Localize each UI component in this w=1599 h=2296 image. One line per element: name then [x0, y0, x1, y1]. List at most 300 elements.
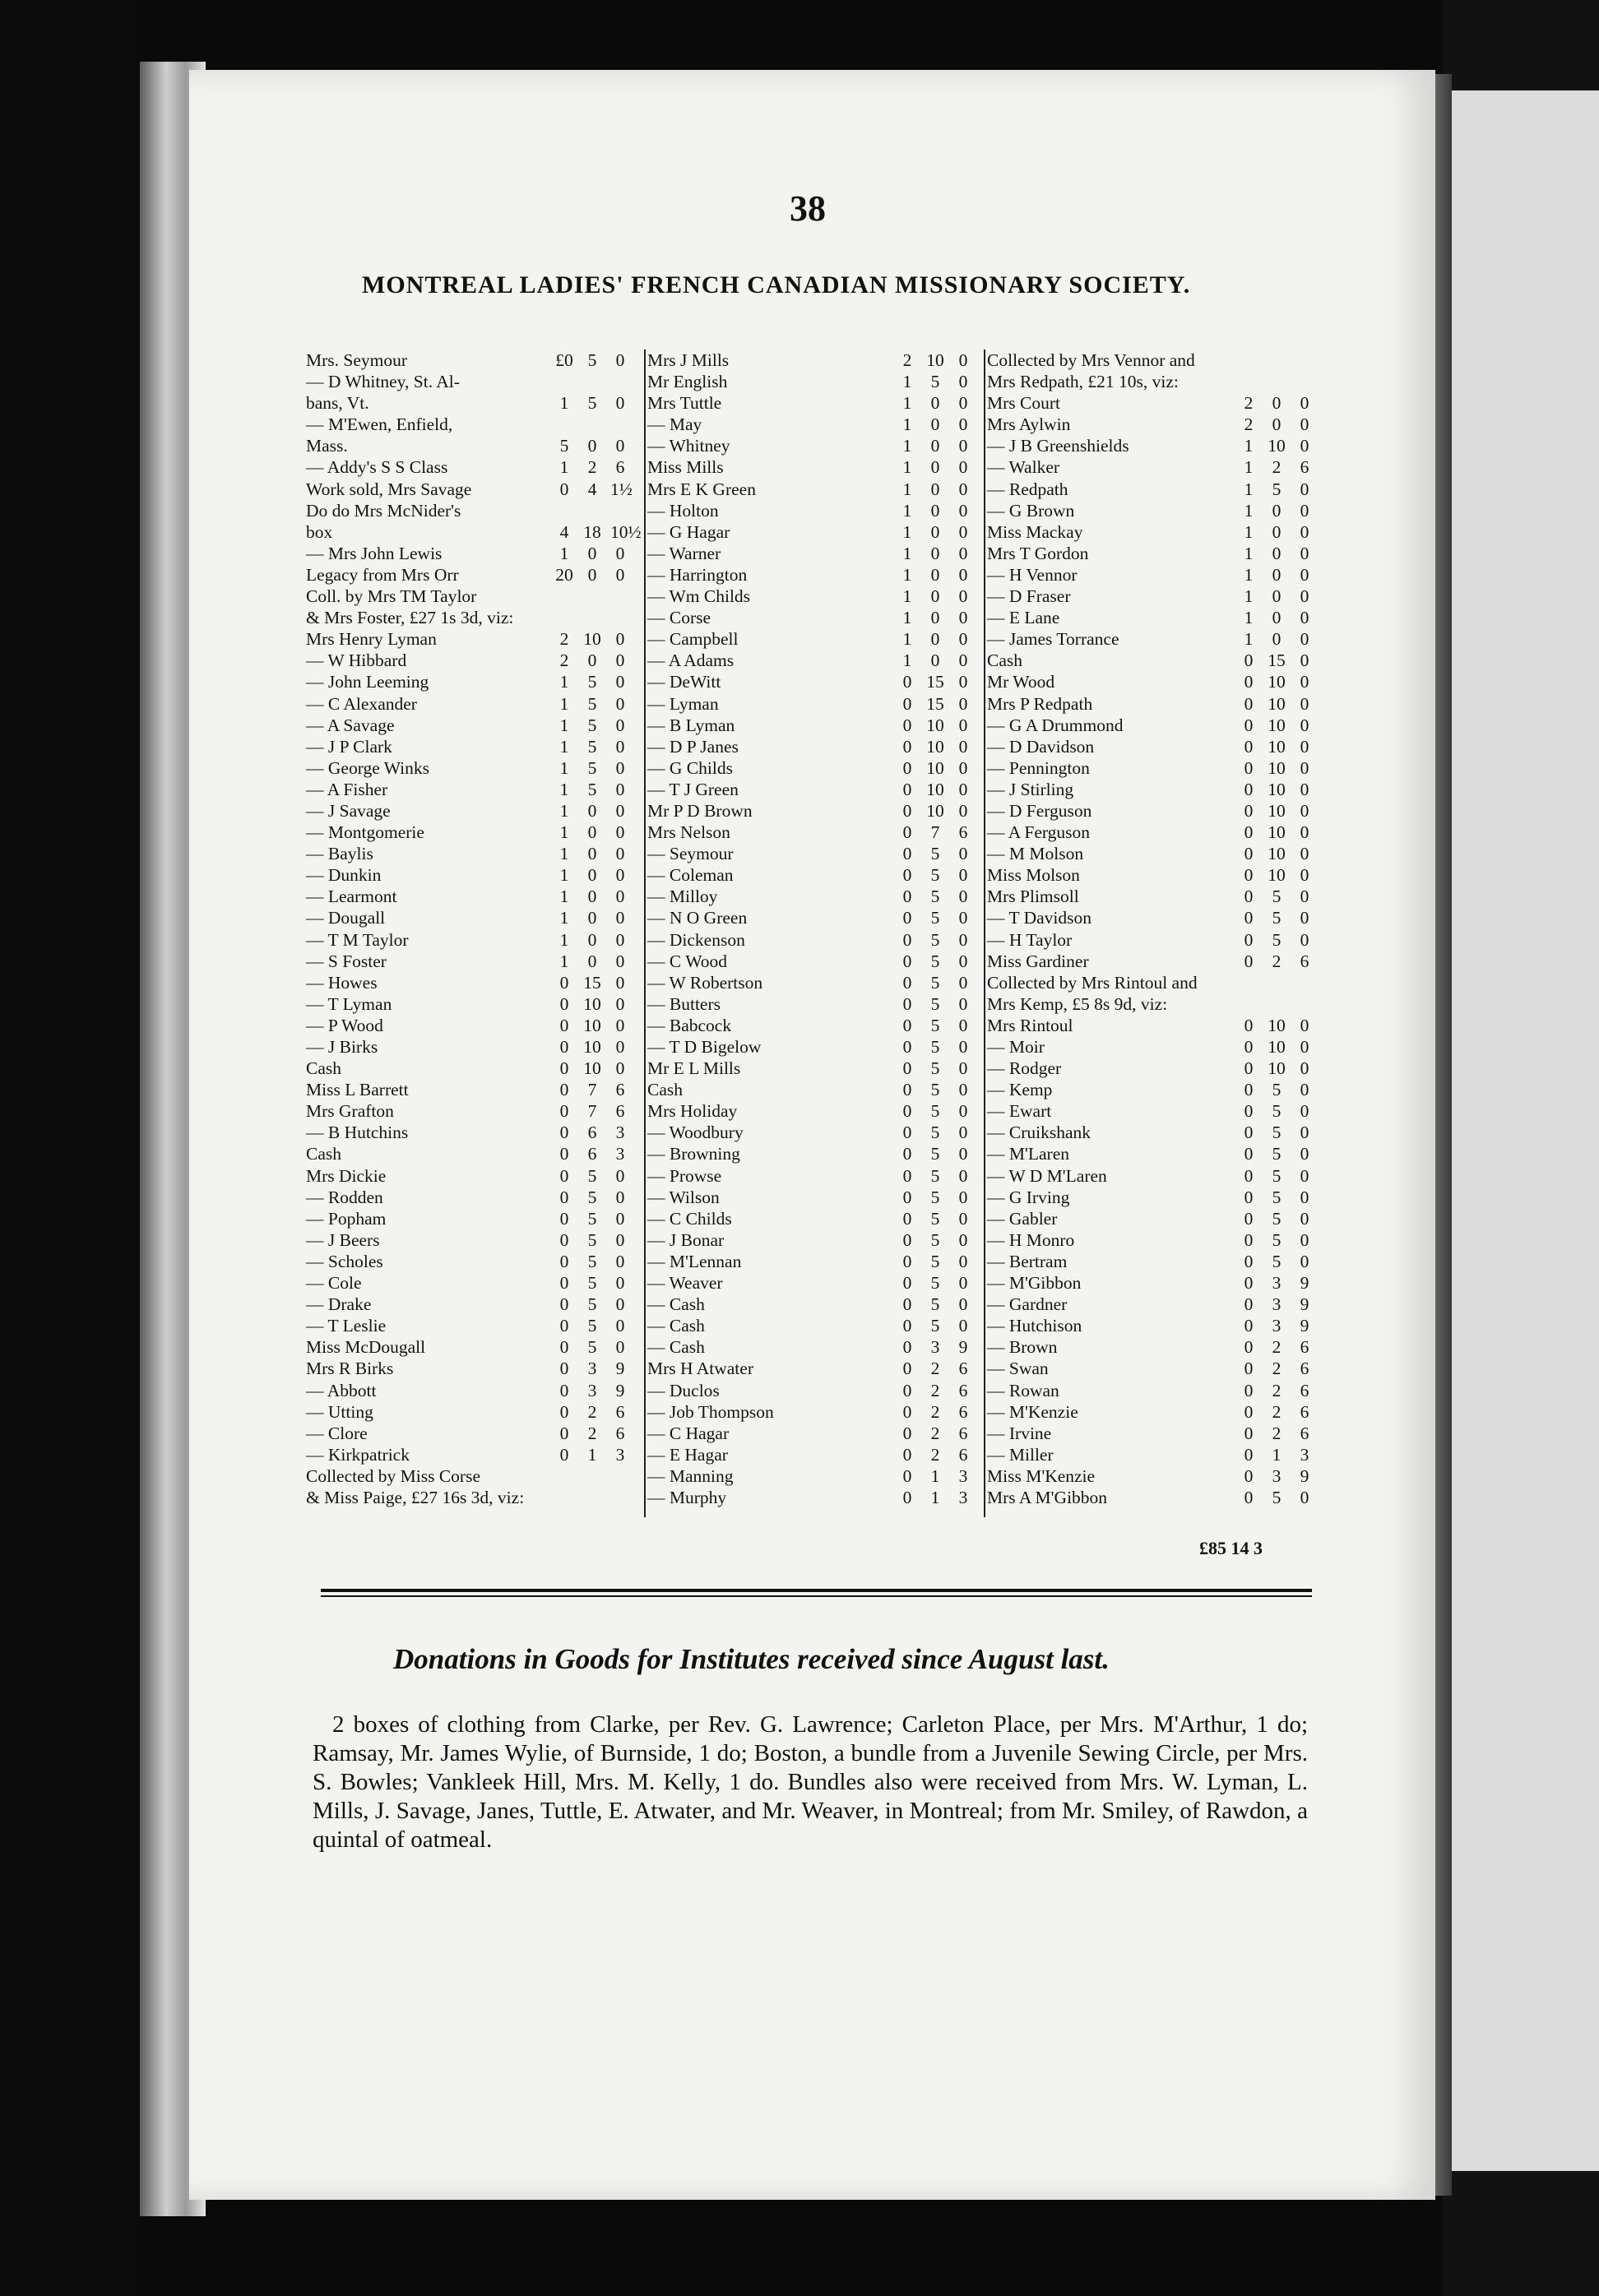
entry-shillings: 10 — [1268, 779, 1286, 799]
entry-pence: 0 — [615, 1165, 625, 1186]
entry-name: — Prowse — [647, 1165, 722, 1186]
entry-name: — D Ferguson — [987, 800, 1092, 821]
entry-name: Miss Gardiner — [987, 951, 1089, 971]
subscription-row — [647, 757, 983, 779]
entry-pence: 0 — [615, 1187, 625, 1207]
subscription-row — [647, 1465, 983, 1487]
entry-shillings: 0 — [930, 650, 940, 671]
entry-name: — Warner — [647, 543, 721, 563]
entry-pounds: 0 — [1244, 1316, 1254, 1336]
entry-pounds: 0 — [559, 1187, 569, 1207]
subscription-row — [306, 650, 640, 671]
entry-name: — Kirkpatrick — [306, 1444, 410, 1465]
entry-pence: 0 — [958, 1273, 968, 1294]
subscription-row — [647, 1208, 983, 1229]
entry-name: — Bertram — [987, 1251, 1068, 1271]
entry-name: Mrs Grafton — [306, 1101, 394, 1122]
entry-pounds: 2 — [1244, 414, 1254, 435]
entry-pence: 0 — [958, 693, 968, 714]
subscription-row — [987, 1015, 1324, 1036]
entry-shillings: 5 — [930, 1251, 940, 1271]
entry-pounds: 0 — [1244, 1123, 1254, 1143]
entry-pence: 0 — [615, 1316, 625, 1336]
entry-pence: 0 — [615, 951, 625, 971]
entry-shillings: 5 — [930, 844, 940, 864]
entry-pence: 0 — [1300, 479, 1309, 499]
entry-shillings: 0 — [587, 929, 597, 950]
entry-name: Legacy from Mrs Orr — [306, 564, 459, 585]
subscription-row — [647, 1229, 983, 1251]
entry-name: — T M Taylor — [306, 929, 409, 950]
entry-pence: 6 — [958, 1444, 968, 1465]
entry-shillings: 0 — [930, 521, 940, 542]
entry-name: — W Robertson — [647, 972, 763, 993]
entry-name: — Walker — [987, 457, 1060, 478]
entry-name: — J Stirling — [987, 779, 1074, 799]
entry-shillings: 0 — [930, 543, 940, 563]
entry-pence: 0 — [958, 564, 968, 585]
subscription-row — [647, 929, 983, 951]
subscription-row — [987, 392, 1324, 414]
entry-name: Miss Mackay — [987, 521, 1083, 542]
subscription-row — [647, 435, 983, 456]
entry-name: — H Monro — [987, 1229, 1075, 1250]
entry-pounds: 0 — [902, 886, 912, 907]
entry-shillings: 5 — [1272, 479, 1282, 499]
entry-name: — D Davidson — [987, 736, 1095, 757]
subscription-row — [987, 1251, 1324, 1272]
entry-name: — Gardner — [987, 1294, 1068, 1315]
entry-pence: 6 — [615, 457, 625, 478]
subscription-row — [987, 1423, 1324, 1444]
entry-pounds: 1 — [1244, 436, 1254, 456]
entry-shillings: 0 — [930, 414, 940, 435]
entry-shillings: 5 — [587, 1316, 597, 1336]
entry-pounds: 0 — [1244, 1208, 1254, 1229]
entry-pounds: 0 — [1244, 757, 1254, 778]
entry-pounds: 0 — [559, 972, 569, 993]
subscription-row — [306, 993, 640, 1015]
total-amount: £85 14 3 — [1199, 1538, 1263, 1558]
entry-pence: 6 — [1300, 1337, 1309, 1358]
entry-pence: 6 — [958, 1380, 968, 1400]
entry-pounds: 1 — [559, 736, 569, 757]
subscription-row — [987, 1294, 1324, 1315]
subscription-row — [987, 1229, 1324, 1251]
entry-pence: 0 — [1300, 672, 1309, 692]
entry-shillings: 5 — [1272, 1208, 1282, 1229]
entry-pence: 0 — [615, 1294, 625, 1315]
entry-shillings: 5 — [930, 1208, 940, 1229]
entry-pounds: 0 — [902, 1465, 912, 1486]
subscription-row — [987, 693, 1324, 715]
entry-pounds: 0 — [1244, 1465, 1254, 1486]
entry-shillings: 2 — [930, 1423, 940, 1443]
entry-name: — Drake — [306, 1294, 372, 1315]
entry-shillings: 2 — [930, 1444, 940, 1465]
entry-pounds: 0 — [559, 1229, 569, 1250]
entry-name: — M Molson — [987, 844, 1084, 864]
entry-pounds: 0 — [902, 929, 912, 950]
entry-shillings: 5 — [930, 1037, 940, 1057]
subscription-row — [306, 736, 640, 757]
subscription-row — [306, 1058, 640, 1079]
subscription-row — [647, 736, 983, 757]
subscription-row — [987, 414, 1324, 435]
subscription-row — [647, 1444, 983, 1465]
entry-pounds: 0 — [902, 1080, 912, 1100]
subscription-row — [306, 822, 640, 843]
entry-pounds: 1 — [559, 908, 569, 928]
entry-name: — Cruikshank — [987, 1123, 1091, 1143]
entry-pounds: 0 — [559, 1273, 569, 1294]
entry-shillings: 10 — [926, 715, 944, 735]
subscription-row — [647, 993, 983, 1015]
entry-pounds: 1 — [559, 779, 569, 799]
entry-name: Mrs Holiday — [647, 1101, 738, 1122]
entry-shillings: 2 — [1272, 951, 1282, 971]
entry-shillings: 5 — [930, 372, 940, 392]
subscription-row — [647, 1079, 983, 1100]
entry-pence: 0 — [615, 1015, 625, 1035]
subscription-row — [987, 1143, 1324, 1164]
subscription-row — [987, 736, 1324, 757]
subscription-row — [987, 1165, 1324, 1187]
entry-pence: 0 — [615, 1208, 625, 1229]
entry-pounds: 0 — [559, 993, 569, 1014]
entry-shillings: 5 — [587, 779, 597, 799]
entry-pence: 0 — [615, 650, 625, 671]
entry-name: — Coleman — [647, 865, 734, 886]
subscription-row — [987, 521, 1324, 543]
entry-pence: 0 — [958, 1229, 968, 1250]
entry-name: — Abbott — [306, 1380, 377, 1400]
subscription-row — [987, 843, 1324, 864]
entry-name: — T Davidson — [987, 908, 1092, 928]
entry-shillings: 5 — [587, 736, 597, 757]
entry-pounds: 0 — [1244, 865, 1254, 886]
entry-shillings: 0 — [587, 908, 597, 928]
entry-pence: 0 — [1300, 1187, 1309, 1207]
entry-pence: 0 — [1300, 629, 1309, 650]
entry-name: Mrs Henry Lyman — [306, 629, 437, 650]
entry-name: — D Fraser — [987, 586, 1071, 607]
entry-name: Mrs Rintoul — [987, 1015, 1073, 1035]
entry-pence: 0 — [1300, 757, 1309, 778]
entry-pounds: 1 — [902, 586, 912, 607]
entry-pence: 3 — [1300, 1444, 1309, 1465]
entry-name: Mrs Aylwin — [987, 414, 1071, 435]
subscription-row — [306, 864, 640, 886]
entry-shillings: 5 — [1272, 908, 1282, 928]
entry-pounds: 0 — [1244, 908, 1254, 928]
entry-name: Mrs H Atwater — [647, 1359, 753, 1379]
entry-pence: 0 — [958, 715, 968, 735]
entry-pounds: 0 — [1244, 1165, 1254, 1186]
entry-pence: 0 — [615, 350, 625, 370]
entry-name: Mrs Nelson — [647, 822, 730, 843]
entry-shillings: 0 — [587, 886, 597, 907]
entry-pence: 0 — [1300, 844, 1309, 864]
entry-name: — Scholes — [306, 1251, 383, 1271]
subscription-row — [306, 1165, 640, 1187]
subscription-row — [306, 1358, 640, 1379]
entry-name: — D P Janes — [647, 736, 739, 757]
entry-pence: 6 — [1300, 1359, 1309, 1379]
entry-name: Mass. — [306, 436, 348, 456]
entry-pence: 0 — [615, 1037, 625, 1057]
entry-shillings: 5 — [1272, 1144, 1282, 1164]
entry-name: Cash — [647, 1080, 683, 1100]
entry-shillings: 3 — [1272, 1273, 1282, 1294]
entry-name: — Rodden — [306, 1187, 383, 1207]
subscription-row — [647, 1187, 983, 1208]
entry-pounds: 0 — [559, 1401, 569, 1422]
entry-pounds: 0 — [902, 715, 912, 735]
subscription-row — [306, 1336, 640, 1358]
entry-shillings: 10 — [1268, 822, 1286, 843]
entry-name: Collected by Mrs Vennor and — [987, 350, 1195, 370]
entry-name: Mrs Dickie — [306, 1165, 387, 1186]
entry-name: — A Adams — [647, 650, 735, 671]
entry-pounds: 1 — [559, 800, 569, 821]
subscription-row — [306, 586, 640, 607]
entry-shillings: 0 — [930, 629, 940, 650]
entry-shillings: 0 — [587, 564, 597, 585]
entry-pounds: 1 — [559, 757, 569, 778]
entry-pounds: 0 — [559, 1444, 569, 1465]
subscription-row — [306, 1401, 640, 1423]
entry-shillings: 7 — [587, 1080, 597, 1100]
entry-pounds: 0 — [559, 479, 569, 499]
entry-shillings: 5 — [930, 886, 940, 907]
entry-shillings: 10 — [583, 993, 601, 1014]
entry-name: — Ewart — [987, 1101, 1052, 1122]
subscription-row — [647, 951, 983, 972]
entry-pence: 9 — [1300, 1465, 1309, 1486]
subscription-row — [306, 1487, 640, 1508]
donations-paragraph — [313, 1710, 1308, 1854]
entry-pounds: 1 — [902, 372, 912, 392]
subscription-row — [987, 907, 1324, 928]
entry-pounds: 1 — [902, 543, 912, 563]
subscription-row — [647, 1251, 983, 1272]
entry-name: Cash — [987, 650, 1022, 671]
entry-pounds: 1 — [902, 521, 912, 542]
entry-pence: 6 — [958, 1359, 968, 1379]
entry-shillings: 10 — [1268, 865, 1286, 886]
entry-pence: 6 — [615, 1401, 625, 1422]
entry-pounds: 0 — [902, 1380, 912, 1400]
entry-name: — Montgomerie — [306, 822, 424, 843]
entry-shillings: 0 — [587, 650, 597, 671]
entry-pence: 0 — [615, 865, 625, 886]
entry-pence: 0 — [1300, 908, 1309, 928]
entry-pence: 0 — [958, 414, 968, 435]
subscription-row — [987, 1380, 1324, 1401]
entry-pence: 3 — [615, 1123, 625, 1143]
entry-pounds: 0 — [902, 951, 912, 971]
entry-name: Cash — [306, 1144, 341, 1164]
entry-shillings: 5 — [930, 1015, 940, 1035]
entry-pounds: 0 — [902, 1123, 912, 1143]
scan-background-left — [0, 0, 140, 2296]
entry-pence: 0 — [958, 1101, 968, 1122]
entry-pounds: 0 — [1244, 1380, 1254, 1400]
entry-pounds: 0 — [559, 1337, 569, 1358]
entry-name: — Pennington — [987, 757, 1090, 778]
entry-pounds: 1 — [559, 822, 569, 843]
subscription-row — [987, 479, 1324, 500]
entry-pounds: 0 — [902, 1401, 912, 1422]
entry-name: Cash — [306, 1058, 341, 1079]
entry-name: — DeWitt — [647, 672, 721, 692]
entry-pence: 0 — [958, 993, 968, 1014]
subscription-row — [306, 1122, 640, 1143]
subscription-row — [306, 456, 640, 478]
entry-name: — M'Ewen, Enfield, — [306, 414, 453, 435]
entry-pence: 0 — [1300, 1144, 1309, 1164]
entry-pence: 6 — [615, 1101, 625, 1122]
subscription-row — [306, 929, 640, 951]
subscription-row — [306, 628, 640, 650]
subscription-row — [306, 1465, 640, 1487]
entry-pounds: 0 — [902, 1208, 912, 1229]
entry-pounds: 1 — [559, 543, 569, 563]
entry-pence: 0 — [615, 393, 625, 414]
subscription-row — [306, 1294, 640, 1315]
entry-pence: 0 — [615, 993, 625, 1014]
entry-shillings: 5 — [1272, 1251, 1282, 1271]
entry-pounds: 0 — [1244, 1359, 1254, 1379]
entry-pence: 0 — [615, 800, 625, 821]
subscription-row — [306, 1143, 640, 1164]
entry-name: — M'Lennan — [647, 1251, 742, 1271]
entry-shillings: 5 — [1272, 1229, 1282, 1250]
entry-pence: 0 — [1300, 886, 1309, 907]
entry-shillings: 15 — [926, 693, 944, 714]
entry-pounds: 0 — [902, 757, 912, 778]
entry-pence: 0 — [958, 1294, 968, 1315]
entry-pounds: 1 — [559, 929, 569, 950]
entry-name: Mrs R Birks — [306, 1359, 394, 1379]
entry-name: — Butters — [647, 993, 721, 1014]
entry-pounds: 0 — [902, 844, 912, 864]
entry-shillings: 1 — [930, 1465, 940, 1486]
entry-name: — A Savage — [306, 715, 395, 735]
entry-name: Mr Wood — [987, 672, 1055, 692]
entry-pence: 0 — [1300, 414, 1309, 435]
entry-shillings: 5 — [930, 865, 940, 886]
entry-shillings: 3 — [1272, 1316, 1282, 1336]
entry-shillings: 0 — [930, 479, 940, 499]
subscription-row — [306, 757, 640, 779]
entry-pence: 0 — [1300, 1165, 1309, 1186]
entry-name: — Clore — [306, 1423, 368, 1443]
entry-shillings: 10 — [1268, 757, 1286, 778]
entry-pence: 0 — [1300, 436, 1309, 456]
entry-name: — Popham — [306, 1208, 387, 1229]
entry-name: — Redpath — [987, 479, 1068, 499]
entry-name: — S Foster — [306, 951, 387, 971]
subscription-row — [987, 993, 1324, 1015]
subscription-row — [647, 822, 983, 843]
entry-pence: 0 — [1300, 1123, 1309, 1143]
entry-name: — Corse — [647, 608, 711, 628]
entry-pounds: 0 — [559, 1037, 569, 1057]
entry-pence: 0 — [615, 822, 625, 843]
subscription-row — [987, 628, 1324, 650]
entry-pounds: 0 — [902, 1187, 912, 1207]
entry-shillings: 0 — [1272, 586, 1282, 607]
entry-name: — C Hagar — [647, 1423, 730, 1443]
entry-shillings: 5 — [930, 908, 940, 928]
subscription-row — [987, 779, 1324, 800]
entry-pounds: 0 — [1244, 1337, 1254, 1358]
subscription-row — [987, 951, 1324, 972]
subscription-row — [647, 1165, 983, 1187]
entry-pence: 6 — [1300, 1401, 1309, 1422]
entry-pence: 3 — [958, 1487, 968, 1507]
entry-name: — G Brown — [987, 500, 1075, 521]
entry-pence: 0 — [958, 844, 968, 864]
subscription-row — [647, 972, 983, 993]
subscription-row — [647, 1015, 983, 1036]
subscription-row — [987, 1444, 1324, 1465]
subscription-row — [306, 693, 640, 715]
entry-shillings: 0 — [930, 564, 940, 585]
entry-pounds: 0 — [559, 1359, 569, 1379]
entry-shillings: 0 — [587, 436, 597, 456]
subscription-row — [647, 500, 983, 521]
entry-name: Collected by Mrs Rintoul and — [987, 972, 1198, 993]
entry-pence: 0 — [958, 350, 968, 370]
entry-shillings: 5 — [587, 757, 597, 778]
entry-pence: 9 — [1300, 1316, 1309, 1336]
entry-name: Mrs Plimsoll — [987, 886, 1079, 907]
subscription-row — [306, 1423, 640, 1444]
subscription-row — [306, 1444, 640, 1465]
subscription-row — [647, 543, 983, 564]
entry-pence: 9 — [615, 1359, 625, 1379]
subscription-row — [647, 800, 983, 822]
entry-name: — Brown — [987, 1337, 1058, 1358]
entry-shillings: 3 — [587, 1359, 597, 1379]
subscription-column-3 — [987, 349, 1324, 1508]
entry-pence: 6 — [958, 1401, 968, 1422]
entry-pence: 0 — [615, 672, 625, 692]
subscription-row — [647, 521, 983, 543]
entry-pounds: 0 — [902, 1058, 912, 1079]
subscription-row — [647, 1272, 983, 1294]
subscription-row — [987, 1208, 1324, 1229]
subscription-row — [647, 1380, 983, 1401]
entry-pence: 0 — [1300, 1251, 1309, 1271]
entry-pence: 0 — [1300, 1037, 1309, 1057]
entry-shillings: 10 — [1268, 715, 1286, 735]
entry-pounds: 1 — [902, 629, 912, 650]
entry-pence: 0 — [1300, 929, 1309, 950]
entry-shillings: 7 — [587, 1101, 597, 1122]
entry-pounds: 0 — [902, 1294, 912, 1315]
subscription-row — [987, 1465, 1324, 1487]
entry-shillings: 5 — [587, 715, 597, 735]
entry-pounds: 1 — [559, 457, 569, 478]
entry-pence: 3 — [615, 1144, 625, 1164]
entry-name: — Swan — [987, 1359, 1049, 1379]
subscription-row — [647, 779, 983, 800]
entry-pence: 0 — [615, 1337, 625, 1358]
